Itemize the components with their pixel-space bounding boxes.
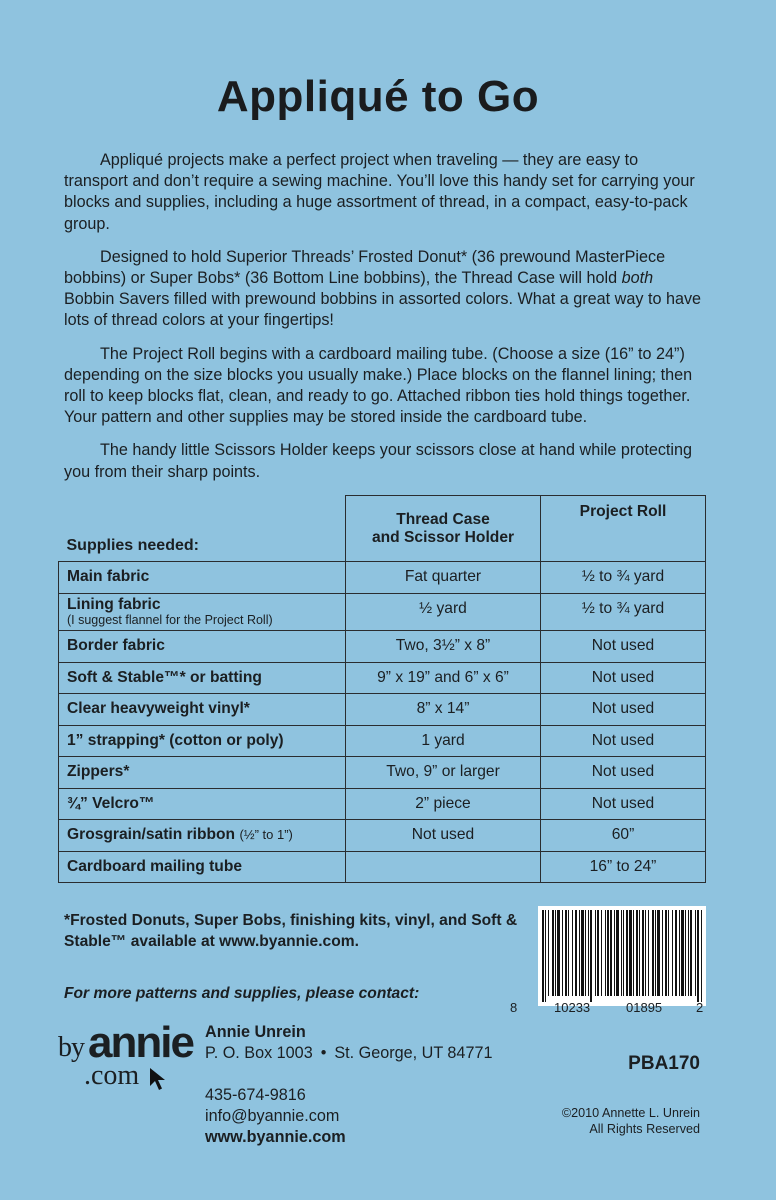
barcode-bar (642, 910, 644, 996)
supply-item (59, 725, 346, 757)
barcode-bar (629, 910, 632, 996)
logo-annie: annie (88, 1018, 193, 1067)
barcode-digits-group-1: 10233 (554, 1000, 591, 1015)
barcode-bar (623, 910, 624, 996)
column-header-thread-case-line-2: and Scissor Holder (371, 528, 515, 546)
supplies-table (58, 495, 706, 883)
supply-item (59, 562, 346, 594)
table-row (59, 725, 706, 757)
barcode-bar (588, 910, 589, 996)
barcode-bar (695, 910, 696, 996)
table-row (59, 631, 706, 663)
barcode-bar (610, 910, 612, 996)
barcode-bar (548, 910, 549, 996)
phone-number: 435-674-9816 (205, 1086, 306, 1104)
paragraph-thread-case-text-1: Designed to hold Superior Threads’ Frosted Donut* (36 prewound MasterPiece bobbins) or Super Bobs* (36 Bottom Line bobbins), the Thread Case will hold (64, 247, 666, 288)
copyright-line-1: ©2010 Annette L. Unrein (561, 1106, 700, 1120)
barcode-digits-group-2: 01895 (626, 1000, 663, 1015)
barcode-bar (655, 910, 656, 996)
table-row (59, 562, 706, 594)
barcode-bar (690, 910, 692, 996)
contact-name: Annie Unrein (205, 1023, 306, 1041)
paragraph-thread-case-emphasis: both (621, 269, 654, 288)
supply-item (59, 694, 346, 726)
table-row (59, 788, 706, 820)
paragraph-intro: Appliqué projects make a perfect project when traveling — they are easy to transport and don’t require a sewing machine. You’ll love this handy set for carrying your blocks and supplies, including a huge assortment of thread, in a compact, easy-to-pack group. (64, 151, 695, 233)
barcode-bar (645, 910, 646, 996)
barcode-bar (648, 910, 649, 996)
column-header-thread-case-line-1: Thread Case (396, 510, 490, 528)
supply-item-size: (½” to 1”) (239, 827, 293, 843)
table-row (59, 757, 706, 789)
barcode-bar (701, 910, 702, 1002)
barcode-bar (572, 910, 573, 996)
paragraph-thread-case (64, 247, 704, 332)
barcode-bar (595, 910, 596, 996)
page-title: Appliqué to Go (216, 72, 540, 121)
thread-case-amount: ½ yard (346, 593, 541, 631)
barcode-bar (672, 910, 673, 996)
barcode-bar (605, 910, 606, 996)
supply-item-name: Border fabric (67, 637, 165, 655)
table-row (59, 851, 706, 883)
contact-details (205, 1085, 346, 1148)
supply-item-note: (I suggest flannel for the Project Roll) (67, 613, 273, 628)
supply-item (59, 593, 346, 631)
barcode-bar (626, 910, 628, 996)
column-header-thread-case (346, 496, 541, 562)
supply-item (59, 851, 346, 883)
byannie-logo[interactable] (58, 1018, 193, 1098)
project-roll-amount: Not used (541, 757, 706, 789)
paragraph-project-roll: The Project Roll begins with a cardboard mailing tube. (Choose a size (16” to 24”) depending on the size blocks you usually make.) Place blocks on the flannel lining; then roll to keep blocks flat, clean, and ready to go. Attached ribbon ties hold things together. Your pattern and other supplies may be stored inside the cardboard tube. (64, 344, 693, 427)
supply-item-name: Soft & Stable™* or batting (67, 668, 262, 686)
thread-case-amount: 1 yard (346, 725, 541, 757)
supply-item (59, 662, 346, 694)
address-line (205, 1043, 492, 1064)
po-box: P. O. Box 1003 (205, 1044, 313, 1062)
barcode-bar (639, 910, 640, 996)
barcode-bar (562, 910, 563, 996)
barcode-bar (662, 910, 663, 996)
copyright (562, 1105, 700, 1137)
barcode-bar (575, 910, 577, 996)
paragraph-thread-case-text-2: Bobbin Savers filled with prewound bobbins in assorted colors. What a great way to have lots of thread colors at your fingertips! (64, 290, 702, 330)
supply-item (59, 788, 346, 820)
barcode-bar (657, 910, 660, 996)
supply-item-name: Cardboard mailing tube (67, 857, 243, 875)
barcode-bar (688, 910, 689, 996)
thread-case-amount: 2” piece (346, 788, 541, 820)
thread-case-amount: Not used (346, 820, 541, 852)
barcode-bar (581, 910, 584, 996)
contact-heading: For more patterns and supplies, please contact: (64, 985, 420, 1002)
barcode-bar (565, 910, 567, 996)
barcode-bar (568, 910, 569, 996)
supply-item-name: ¾” Velcro™ (67, 794, 155, 812)
paragraph-scissors-holder: The handy little Scissors Holder keeps your scissors close at hand while protecting you from their sharp points. (64, 441, 693, 481)
barcode-digit-left: 8 (510, 1000, 518, 1015)
description (64, 150, 704, 495)
barcode-bar (585, 910, 586, 996)
thread-case-amount: Fat quarter (346, 562, 541, 594)
table-row (59, 593, 706, 631)
project-roll-amount: Not used (541, 662, 706, 694)
barcode-bar (601, 910, 602, 996)
supply-item (59, 757, 346, 789)
project-roll-amount: Not used (541, 788, 706, 820)
barcode-bar (616, 910, 619, 996)
table-row (59, 694, 706, 726)
table-header-row (59, 496, 706, 562)
mailing-address (205, 1022, 492, 1064)
supply-item-name: Lining fabric (67, 596, 161, 614)
barcode-bar (636, 910, 638, 996)
barcode-bar (557, 910, 560, 996)
barcode-bar (679, 910, 680, 996)
table-row (59, 820, 706, 852)
supply-item-name: Clear heavyweight vinyl* (67, 700, 250, 718)
supply-item-name: 1” strapping* (cotton or poly) (67, 731, 284, 749)
thread-case-amount: 9” x 19” and 6” x 6” (346, 662, 541, 694)
supply-item (59, 820, 346, 852)
availability-note: *Frosted Donuts, Super Bobs, finishing kits, vinyl, and Soft & Stable™ available at www.byannie.com. (64, 912, 518, 950)
thread-case-amount (346, 851, 541, 883)
barcode-bar (614, 910, 615, 996)
supplies-needed-label: Supplies needed: (66, 537, 199, 554)
project-roll-amount: Not used (541, 725, 706, 757)
thread-case-amount: 8” x 14” (346, 694, 541, 726)
barcode-bar (697, 910, 699, 1002)
project-roll-amount: Not used (541, 631, 706, 663)
address-separator: • (320, 1044, 327, 1062)
project-roll-amount: 16” to 24” (541, 851, 706, 883)
barcode-bar (545, 910, 546, 1002)
barcode-bar (542, 910, 544, 1002)
barcode-bar (633, 910, 634, 996)
barcode-bar (685, 910, 686, 996)
barcode-bar (675, 910, 677, 996)
logo-com: .com (84, 1060, 140, 1091)
supply-item (59, 631, 346, 663)
project-roll-amount: Not used (541, 694, 706, 726)
barcode-bar (668, 910, 669, 996)
barcode-digit-right: 2 (696, 1000, 704, 1015)
barcode-bar (665, 910, 667, 996)
supply-item-name: Zippers* (67, 763, 130, 781)
table-row (59, 662, 706, 694)
supply-item-name: Main fabric (67, 568, 150, 586)
thread-case-amount: Two, 3½” x 8” (346, 631, 541, 663)
product-code: PBA170 (628, 1053, 700, 1074)
barcode-bar (552, 910, 554, 996)
website-link[interactable]: www.byannie.com (205, 1128, 346, 1146)
barcode-bar (579, 910, 580, 996)
project-roll-amount: ½ to ¾ yard (541, 562, 706, 594)
barcode-bars (538, 906, 706, 1006)
barcode-bar (555, 910, 556, 996)
city-state-zip: St. George, UT 84771 (334, 1044, 493, 1062)
email-address[interactable]: info@byannie.com (205, 1107, 340, 1125)
barcode-bar (597, 910, 599, 996)
thread-case-amount: Two, 9” or larger (346, 757, 541, 789)
copyright-line-2: All Rights Reserved (589, 1122, 700, 1136)
barcode-bar (590, 910, 592, 1002)
project-roll-amount: 60” (541, 820, 706, 852)
column-header-project-roll: Project Roll (541, 496, 706, 562)
barcode (510, 906, 706, 1015)
supply-item-name: Grosgrain/satin ribbon (67, 826, 236, 844)
cursor-arrow-icon (148, 1066, 170, 1092)
logo-by: by (58, 1032, 84, 1063)
barcode-bar (652, 910, 654, 996)
barcode-bar (621, 910, 622, 996)
project-roll-amount: ½ to ¾ yard (541, 593, 706, 631)
barcode-bar (607, 910, 609, 996)
barcode-bar (681, 910, 684, 996)
